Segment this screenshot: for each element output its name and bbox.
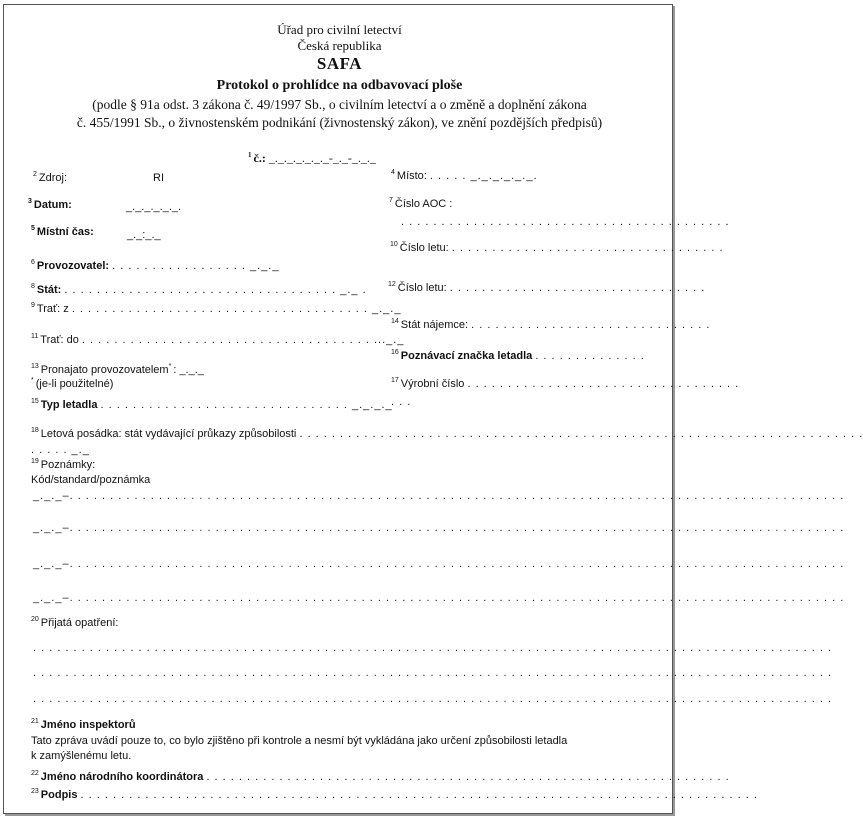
field-label: Pronajato provozovatelem bbox=[40, 364, 169, 376]
field-label: Typ letadla bbox=[40, 399, 98, 411]
field-misto bbox=[391, 170, 538, 183]
field-number: 12 bbox=[388, 281, 396, 288]
field-number: 11 bbox=[31, 333, 39, 340]
field-label: Místo: bbox=[396, 170, 427, 182]
field-label: Letová posádka: stát vydávající průkazy způsobilosti bbox=[40, 428, 297, 440]
zdroj-value[interactable]: RI bbox=[153, 172, 164, 184]
remark-line[interactable]: _._._–. . . . . . . . . . . . . . . . . . . . . . . . . . . . . . . . . . . . . . . . . . . . . . . . . . . . . . . . . . . . . . . . . . . . . . . . . . . . . . . . . . . . . . . . . . . . . . . . bbox=[33, 558, 845, 570]
measures-line[interactable]: . . . . . . . . . . . . . . . . . . . . . . . . . . . . . . . . . . . . . . . . . . . . . . . . . . . . . . . . . . . . . . . . . . . . . . . . . . . . . . . . . . . . . . . . . . . . . . . . . . . bbox=[33, 642, 833, 654]
field-number: 17 bbox=[391, 377, 399, 384]
field-label: Stát: bbox=[36, 284, 62, 296]
field-label: Jméno inspektorů bbox=[40, 719, 136, 731]
field-number: 5 bbox=[31, 225, 35, 232]
field-value[interactable]: . . . . . . . . . . . . . . . . . . . . . . . . . . . . . . . . . . _._ . bbox=[64, 284, 367, 296]
field-label: Podpis bbox=[40, 789, 78, 801]
remark-line[interactable]: _._._–. . . . . . . . . . . . . . . . . . . . . . . . . . . . . . . . . . . . . . . . . . . . . . . . . . . . . . . . . . . . . . . . . . . . . . . . . . . . . . . . . . . . . . . . . . . . . . . . bbox=[33, 522, 845, 534]
field-label: Stát nájemce: bbox=[400, 319, 469, 331]
field-label: Výrobní číslo bbox=[400, 378, 465, 390]
field-label: Zdroj: bbox=[38, 172, 68, 184]
field-podpis bbox=[31, 788, 758, 802]
kod-standard-label: Kód/standard/poznámka bbox=[31, 474, 151, 486]
field-value[interactable]: . . . . . . . . . . . . . . . . . . . . . . . . . . . . . . . . bbox=[449, 282, 706, 294]
field-value[interactable]: . . . . . _._._._._._. bbox=[429, 170, 538, 182]
field-number: 10 bbox=[390, 241, 398, 248]
authority-name: Úřad pro civilní letectví bbox=[277, 22, 402, 37]
footnote-pouzitelne bbox=[31, 378, 113, 391]
field-number: 14 bbox=[391, 318, 399, 325]
field-value[interactable]: . . . . . . . . . . . . . . . . . . . . . . . . . . . . . . . . . . bbox=[467, 378, 740, 390]
field-datum bbox=[28, 199, 72, 212]
field-provozovatel bbox=[31, 260, 279, 273]
field-number: 8 bbox=[31, 283, 35, 290]
field-value[interactable]: . . . . . . . . . . . . . . . . . . . . . . . . . . . . . . . . . . . . . _._._ bbox=[71, 303, 402, 315]
field-cislo-letu-2 bbox=[388, 282, 705, 295]
field-value[interactable]: _._._._._._._-_._-_._._ bbox=[268, 151, 376, 165]
footnote-marker: * bbox=[31, 377, 34, 384]
field-number: 13 bbox=[31, 363, 39, 370]
field-value[interactable]: . . . . . . . . . . . . . . . . . . . . . . . . . . . . . . . _._._._ bbox=[100, 399, 393, 411]
field-value[interactable]: . . . . . . . . . . . . . . bbox=[535, 350, 645, 362]
field-mistni-cas bbox=[31, 226, 94, 239]
field-value[interactable]: . . . . . . . . . . . . . . . . . . . . . . . . . . . . . . . . . . . . . . . . . . . . . . . . . . . . . . . . . . . . . . . . . . . . . . . . . . . . . . . . . . . . bbox=[80, 789, 758, 801]
field-stat bbox=[31, 284, 367, 297]
remark-line[interactable]: _._._–. . . . . . . . . . . . . . . . . . . . . . . . . . . . . . . . . . . . . . . . . . . . . . . . . . . . . . . . . . . . . . . . . . . . . . . . . . . . . . . . . . . . . . . . . . . . . . . . bbox=[33, 490, 845, 502]
field-inspektori bbox=[31, 719, 136, 732]
field-value[interactable]: . . . . . . . . . . . . . . . . . _._._ bbox=[112, 260, 280, 272]
field-number: 16 bbox=[391, 349, 399, 356]
datum-value[interactable]: _._._._._._. bbox=[126, 201, 182, 213]
field-number: 3 bbox=[28, 198, 32, 205]
field-label: Číslo letu: bbox=[399, 242, 449, 254]
field-number: 20 bbox=[31, 616, 39, 623]
field-poznamky bbox=[31, 459, 95, 472]
field-typ-letadla bbox=[31, 399, 393, 412]
field-label: Poznámky: bbox=[40, 459, 96, 471]
field-number: 19 bbox=[31, 458, 39, 465]
field-value[interactable]: . . . . . . . . . . . . . . . . . . . . . . . . . . . . . . . . . . bbox=[451, 242, 724, 254]
field-label: Provozovatel: bbox=[36, 260, 110, 272]
vyrobni-cislo-continuation[interactable]: . . . bbox=[391, 396, 412, 408]
cislo-aoc-value[interactable]: . . . . . . . . . . . . . . . . . . . . . . . . . . . . . . . . . . . . . . . . . bbox=[401, 216, 730, 228]
field-value[interactable]: . . . . . . . . . . . . . . . . . . . . . . . . . . . . . . . . . . . . . . . . . . . . . . . . . . . . . . . . . . . . . . . . . bbox=[206, 771, 730, 783]
field-trat-z bbox=[31, 303, 401, 316]
field-label: Jméno národního koordinátora bbox=[40, 771, 204, 783]
field-label: Trať: do bbox=[40, 334, 79, 346]
field-label: Trať: z bbox=[36, 303, 69, 315]
field-label: Číslo AOC : bbox=[394, 198, 453, 210]
law-reference-line-2: č. 455/1991 Sb., o živnostenském podnikání (živnostenský zákon), ve znění pozdějších předpisů) bbox=[76, 115, 603, 130]
field-number: 9 bbox=[31, 302, 35, 309]
field-number: 18 bbox=[31, 427, 39, 434]
mistni-cas-value[interactable]: _._:_._ bbox=[127, 229, 161, 241]
field-cislo bbox=[248, 152, 376, 165]
field-number: 22 bbox=[31, 770, 39, 777]
remark-line[interactable]: _._._–. . . . . . . . . . . . . . . . . . . . . . . . . . . . . . . . . . . . . . . . . . . . . . . . . . . . . . . . . . . . . . . . . . . . . . . . . . . . . . . . . . . . . . . . . . . . . . . . bbox=[33, 592, 845, 604]
country-name: Česká republika bbox=[297, 38, 382, 53]
field-letova-posadka bbox=[31, 427, 863, 441]
field-number: 2 bbox=[33, 171, 37, 178]
field-number: 15 bbox=[31, 398, 39, 405]
form-title: SAFA bbox=[316, 54, 363, 73]
field-opatreni bbox=[31, 617, 118, 630]
field-pronajato bbox=[31, 364, 204, 377]
letova-posadka-continuation[interactable]: . . . . . _._ bbox=[31, 444, 90, 456]
disclaimer-line-2: k zamýšlenému letu. bbox=[31, 750, 132, 762]
footnote-text: (je-li použitelné) bbox=[35, 378, 114, 390]
measures-line[interactable]: . . . . . . . . . . . . . . . . . . . . . . . . . . . . . . . . . . . . . . . . . . . . . . . . . . . . . . . . . . . . . . . . . . . . . . . . . . . . . . . . . . . . . . . . . . . . . . . . . . . bbox=[33, 667, 833, 679]
form-subtitle: Protokol o prohlídce na odbavovací ploše bbox=[216, 78, 463, 93]
field-label: č.: bbox=[253, 151, 266, 165]
field-label: Přijatá opatření: bbox=[40, 617, 119, 629]
disclaimer-line-1: Tato zpráva uvádí pouze to, co bylo zjištěno při kontrole a nesmí být vykládána jako určení způsobilosti letadla bbox=[31, 735, 568, 747]
field-trat-do bbox=[31, 334, 404, 347]
field-value[interactable]: . . . . . . . . . . . . . . . . . . . . . . . . . . . . . . bbox=[471, 319, 711, 331]
footnote-marker: * bbox=[168, 363, 172, 370]
field-number: 23 bbox=[31, 788, 39, 795]
field-label: Místní čas: bbox=[36, 226, 94, 238]
field-number: 21 bbox=[31, 718, 39, 725]
field-zdroj bbox=[33, 172, 67, 185]
field-label: Číslo letu: bbox=[397, 282, 447, 294]
field-number: 7 bbox=[389, 197, 393, 204]
field-label: Poznávací značka letadla bbox=[400, 350, 533, 362]
field-cislo-letu-1 bbox=[390, 242, 724, 255]
field-vyrobni-cislo bbox=[391, 378, 739, 391]
field-label: Datum: bbox=[33, 199, 72, 211]
field-value[interactable]: : _._._ bbox=[173, 364, 204, 376]
measures-line[interactable]: . . . . . . . . . . . . . . . . . . . . . . . . . . . . . . . . . . . . . . . . . . . . . . . . . . . . . . . . . . . . . . . . . . . . . . . . . . . . . . . . . . . . . . . . . . . . . . . . . . . bbox=[33, 693, 833, 705]
field-cislo-aoc bbox=[389, 198, 452, 211]
field-koordinator bbox=[31, 770, 730, 784]
field-value[interactable]: . . . . . . . . . . . . . . . . . . . . . . . . . . . . . . . . . . . . . . . . . . . . . . . . . . . . . . . . . . . . . . . . . . . . . . bbox=[299, 428, 863, 440]
field-stat-najemce bbox=[391, 319, 710, 332]
field-poznavaci-znacka bbox=[391, 350, 645, 363]
field-value[interactable]: . . . . . . . . . . . . . . . . . . . . . . . . . . . . . . . . . . . . ..._._ bbox=[81, 334, 405, 346]
law-reference-line-1: (podle § 91a odst. 3 zákona č. 49/1997 Sb., o civilním letectví a o změně a doplnění zákona bbox=[92, 97, 587, 112]
field-number: 1 bbox=[248, 151, 252, 159]
field-number: 6 bbox=[31, 259, 35, 266]
field-number: 4 bbox=[391, 169, 395, 176]
